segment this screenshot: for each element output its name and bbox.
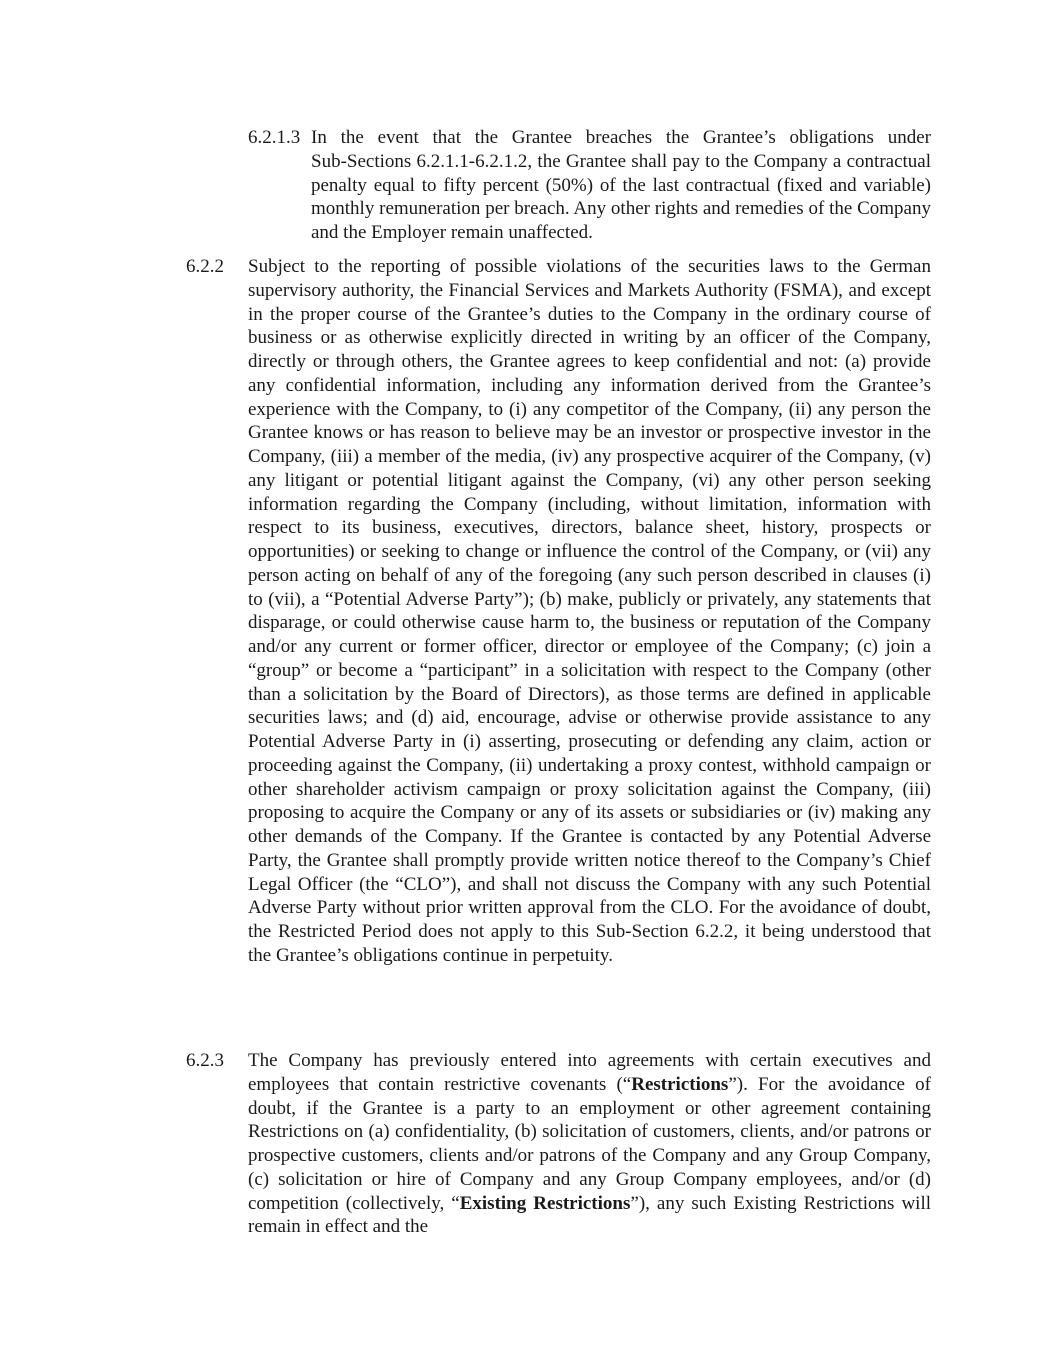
clause-number-6-2-3: 6.2.3 [186, 1050, 224, 1071]
clause-6-2-3-text [248, 1049, 931, 1239]
clause-6-2-3-text-part-2: ”). For the avoidance of doubt, if the Grantee is a party to an employment or other agreement containing Restrictions on (a) confidentiality, (b) solicitation of customers, clients, and/or patrons or prospective customers, clients and/or patrons of the Company and any Group Company, (c) solicitation or hire of Company and any Group Company employees, and/or (d) competition (collectively, “ [248, 1073, 931, 1214]
clause-number-6-2-1-3: 6.2.1.3 [248, 127, 301, 148]
clause-6-2-2-text: Subject to the reporting of possible violations of the securities laws to the German supervisory authority, the Financial Services and Markets Authority (FSMA), and except in the proper course of the Grantee’s duties to the Company in the ordinary course of business or as otherwise explicitly directed in writing by an officer of the Company, directly or through others, the Grantee agrees to keep confidential and not: (a) provide any confidential information, including any information derived from the Grantee’s experience with the Company, to (i) any competitor of the Company, (ii) any person the Grantee knows or has reason to believe may be an investor or prospective investor in the Company, (iii) a member of the media, (iv) any prospective acquirer of the Company, (v) any litigant or potential litigant against the Company, (vi) any other person seeking information regarding the Company (including, without limitation, information with respect to its business, executives, directors, balance sheet, history, prospects or opportunities) or seeking to change or influence the control of the Company, or (vii) any person acting on behalf of any of the foregoing (any such person described in clauses (i) to (vii), a “Potential Adverse Party”); (b) make, publicly or privately, any statements that disparage, or could otherwise cause harm to, the business or reputation of the Company and/or any current or former officer, director or employee of the Company; (c) join a “group” or become a “participant” in a solicitation with respect to the Company (other than a solicitation by the Board of Directors), as those terms are defined in applicable securities laws; and (d) aid, encourage, advise or otherwise provide assistance to any Potential Adverse Party in (i) asserting, prosecuting or defending any claim, action or proceeding against the Company, (ii) undertaking a proxy contest, withhold campaign or other shareholder activism campaign or proxy solicitation against the Company, (iii) proposing to acquire the Company or any of its assets or subsidiaries or (iv) making any other demands of the Company. If the Grantee is contacted by any Potential Adverse Party, the Grantee shall promptly provide written notice thereof to the Company’s Chief Legal Officer (the “CLO”), and shall not discuss the Company with any such Potential Adverse Party without prior written approval from the CLO. For the avoidance of doubt, the Restricted Period does not apply to this Sub-Section 6.2.2, it being understood that the Grantee’s obligations continue in perpetuity. [248, 256, 931, 966]
defined-term-restrictions: Restrictions [631, 1073, 729, 1095]
clause-6-2-3-text-part-1: The Company has previously entered into agreements with certain executives and employees that contain restrictive covenants (“ [248, 1050, 931, 1095]
clause-number-6-2-2: 6.2.2 [186, 256, 224, 277]
clause-6-2-3-text-part-3: ”), any such Existing Restrictions will remain in effect and the [248, 1192, 932, 1238]
defined-term-existing-restrictions: Existing Restrictions [459, 1192, 631, 1214]
clause-6-2-1-3-text: Sub-Sections 6.2.1.1-6.2.1.2, the Grantee shall pay to the Company a contractual penalty equal to fifty percent (50%) of the last contractual (fixed and variable) monthly remuneration per breach. Any other rights and remedies of the Company and the Employer remain unaffected. [311, 150, 931, 243]
clause-6-2-1-3-first-line: In the event that the Grantee breaches the Grantee’s obligations under [311, 127, 931, 148]
